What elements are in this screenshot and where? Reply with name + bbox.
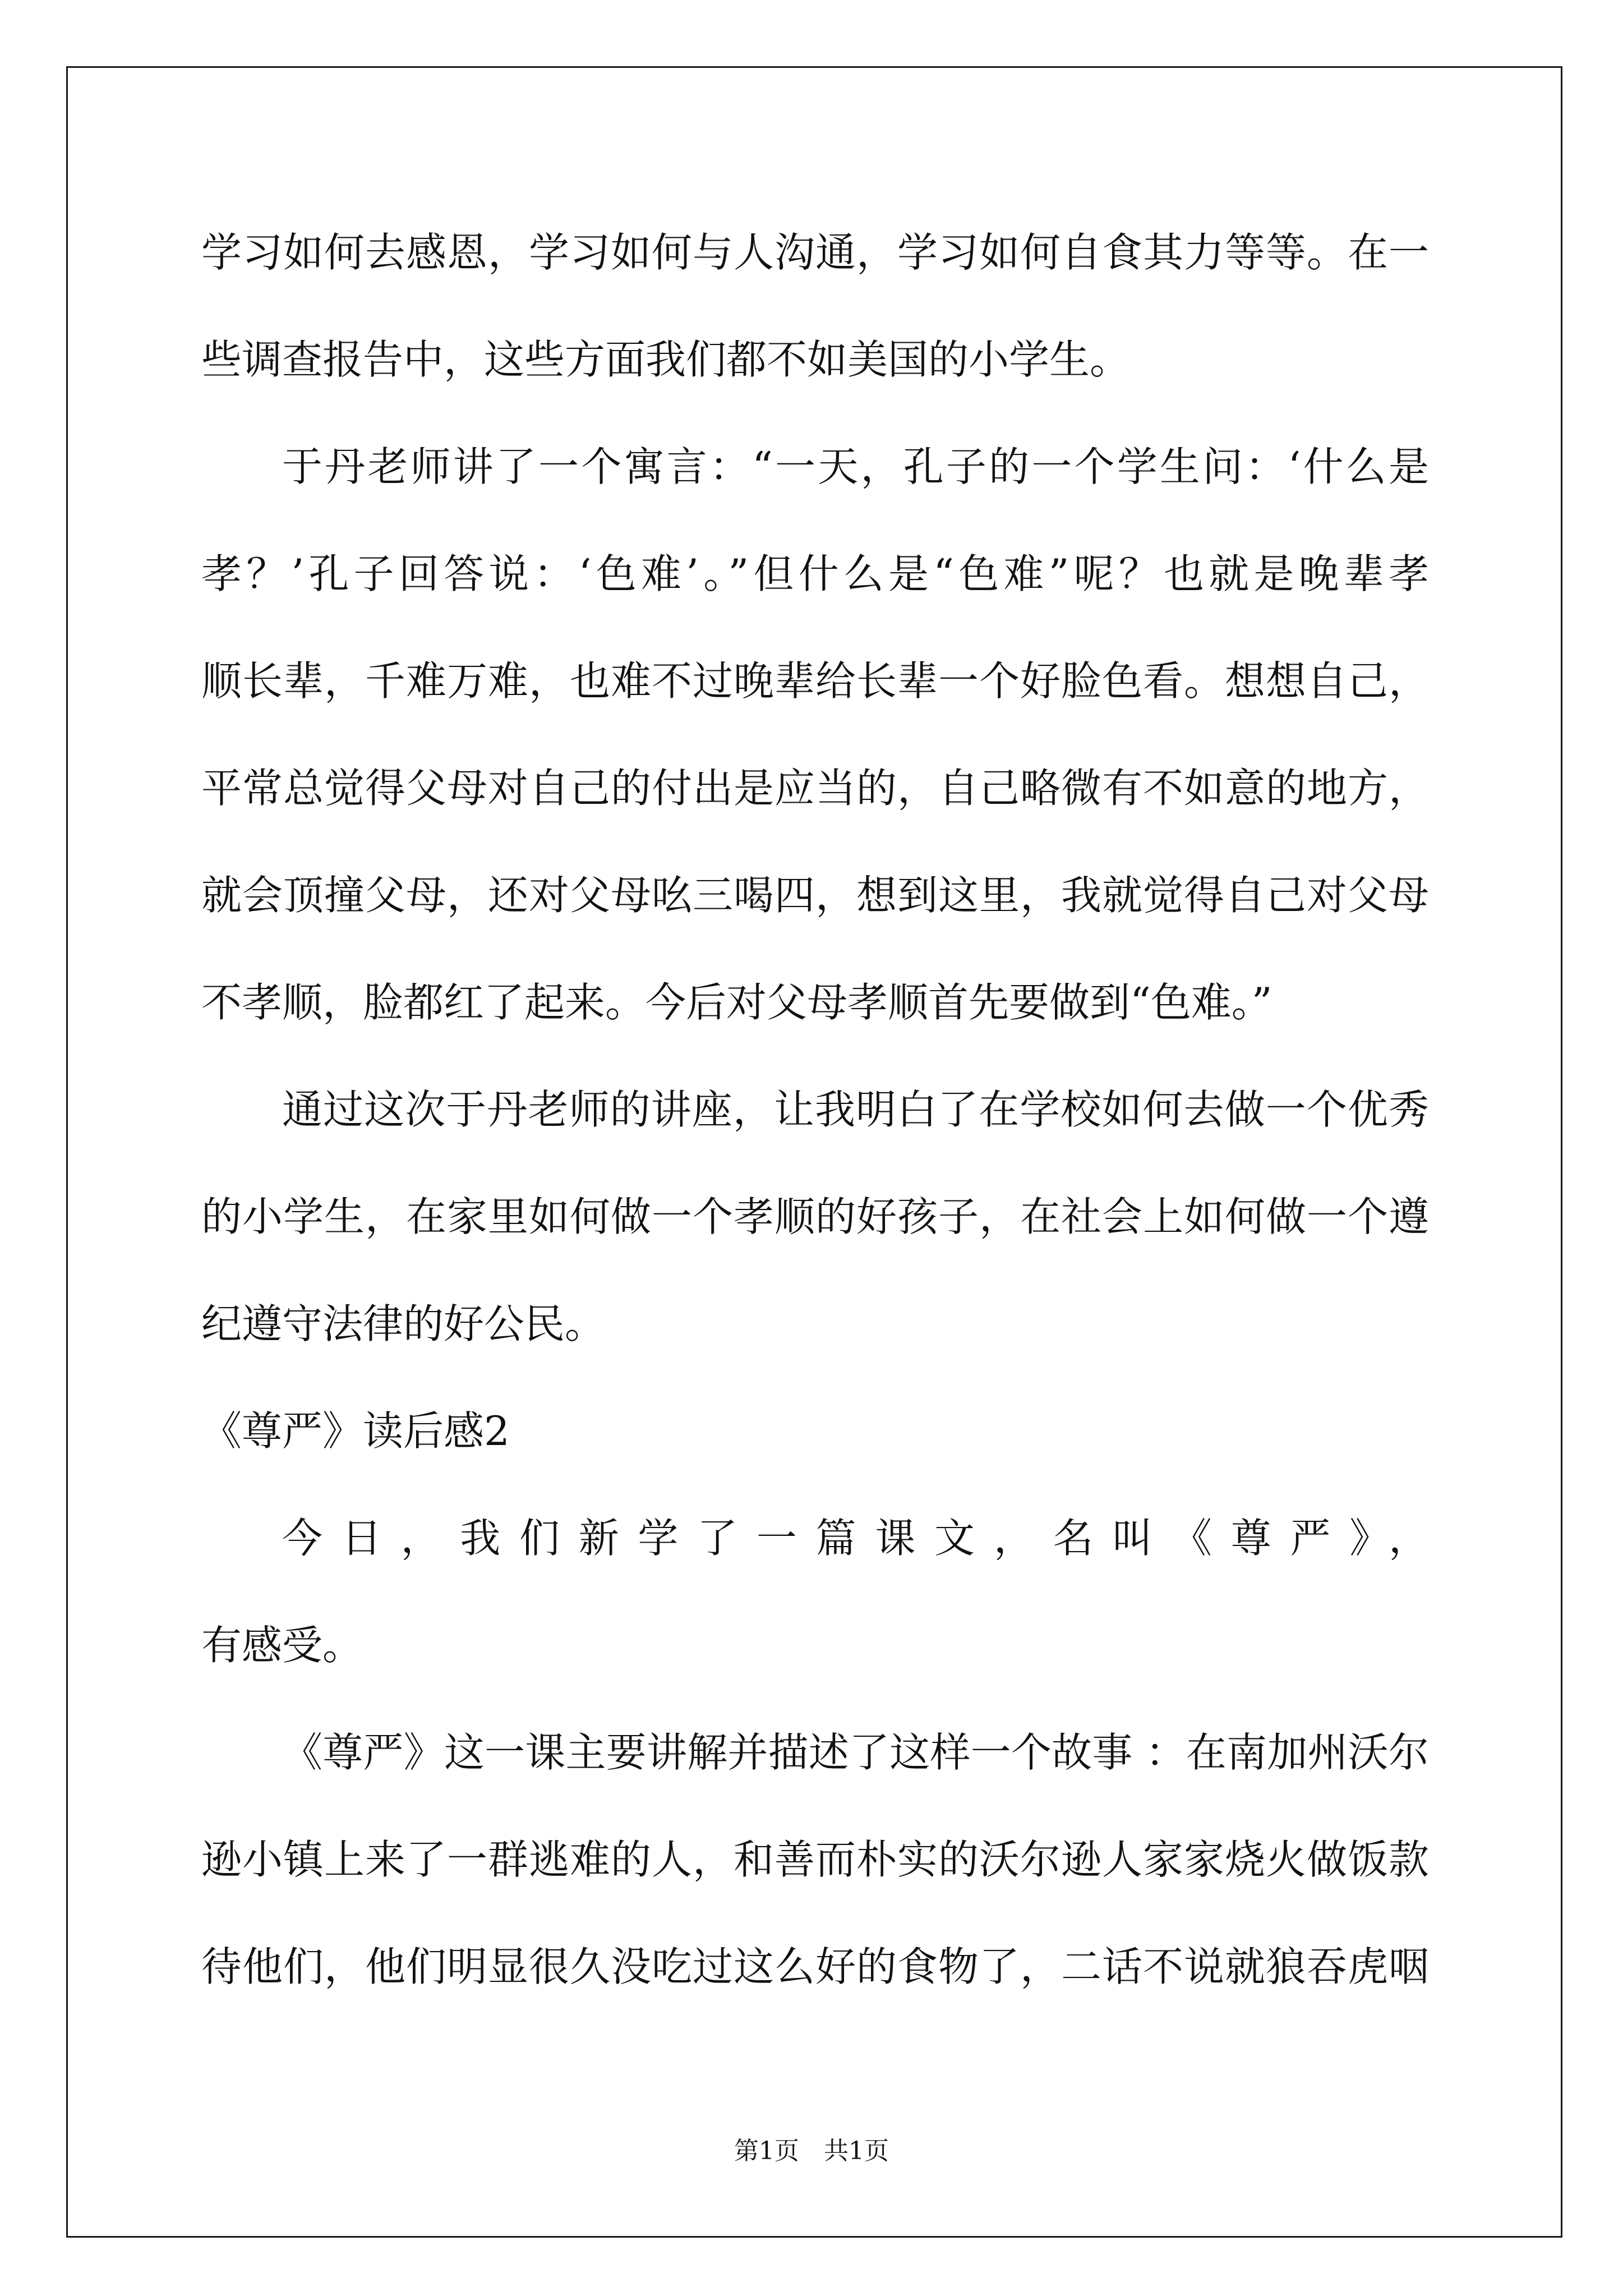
text-line: 纪遵守法律的好公民。 <box>201 1300 606 1347</box>
paragraph <box>201 1485 1429 1699</box>
text-line: 顺长辈，千难万难，也难不过晚辈给长辈一个好脸色看。想想自己， <box>201 657 1429 705</box>
text-line: 于丹老师讲了一个寓言：“一天，孔子的一个学生问：‘什么是 <box>282 443 1429 490</box>
text-line: 学习如何去感恩，学习如何与人沟通，学习如何自食其力等等。在一 <box>201 229 1429 276</box>
text-line: 今日，我们新学了一篇课文，名叫《尊严》， <box>282 1515 1429 1562</box>
paragraph <box>201 1056 1429 1378</box>
paragraph <box>201 413 1429 1056</box>
section-heading: 《尊严》读后感2 <box>201 1407 510 1455</box>
document-body <box>201 199 1429 2021</box>
text-line: 不孝顺，脸都红了起来。今后对父母孝顺首先要做到“色难。” <box>201 979 1272 1026</box>
text-line: 孝？’孔子回答说：‘色难’。”但什么是“色难”呢？也就是晚辈孝 <box>201 550 1429 597</box>
page-footer <box>0 2137 1623 2165</box>
text-line: 待他们，他们明显很久没吃过这么好的食物了，二话不说就狼吞虎咽 <box>201 1943 1429 1990</box>
paragraph <box>201 199 1429 413</box>
text-line: 有感受。 <box>201 1622 363 1669</box>
text-line: 《尊严》这一课主要讲解并描述了这样一个故事 ：在南加州沃尔 <box>282 1729 1429 1776</box>
text-line: 通过这次于丹老师的讲座，让我明白了在学校如何去做一个优秀 <box>282 1086 1429 1133</box>
text-line: 平常总觉得父母对自己的付出是应当的，自己略微有不如意的地方， <box>201 765 1429 812</box>
paragraph <box>201 1699 1429 2021</box>
page-total: 共1页 <box>824 2137 889 2165</box>
page-number: 第1页 <box>734 2137 799 2165</box>
text-line: 些调查报告中，这些方面我们都不如美国的小学生。 <box>201 336 1131 383</box>
text-line: 逊小镇上来了一群逃难的人，和善而朴实的沃尔逊人家家烧火做饭款 <box>201 1836 1429 1883</box>
text-line: 就会顶撞父母，还对父母吆三喝四，想到这里，我就觉得自己对父母 <box>201 872 1429 919</box>
text-line: 的小学生，在家里如何做一个孝顺的好孩子，在社会上如何做一个遵 <box>201 1193 1429 1240</box>
